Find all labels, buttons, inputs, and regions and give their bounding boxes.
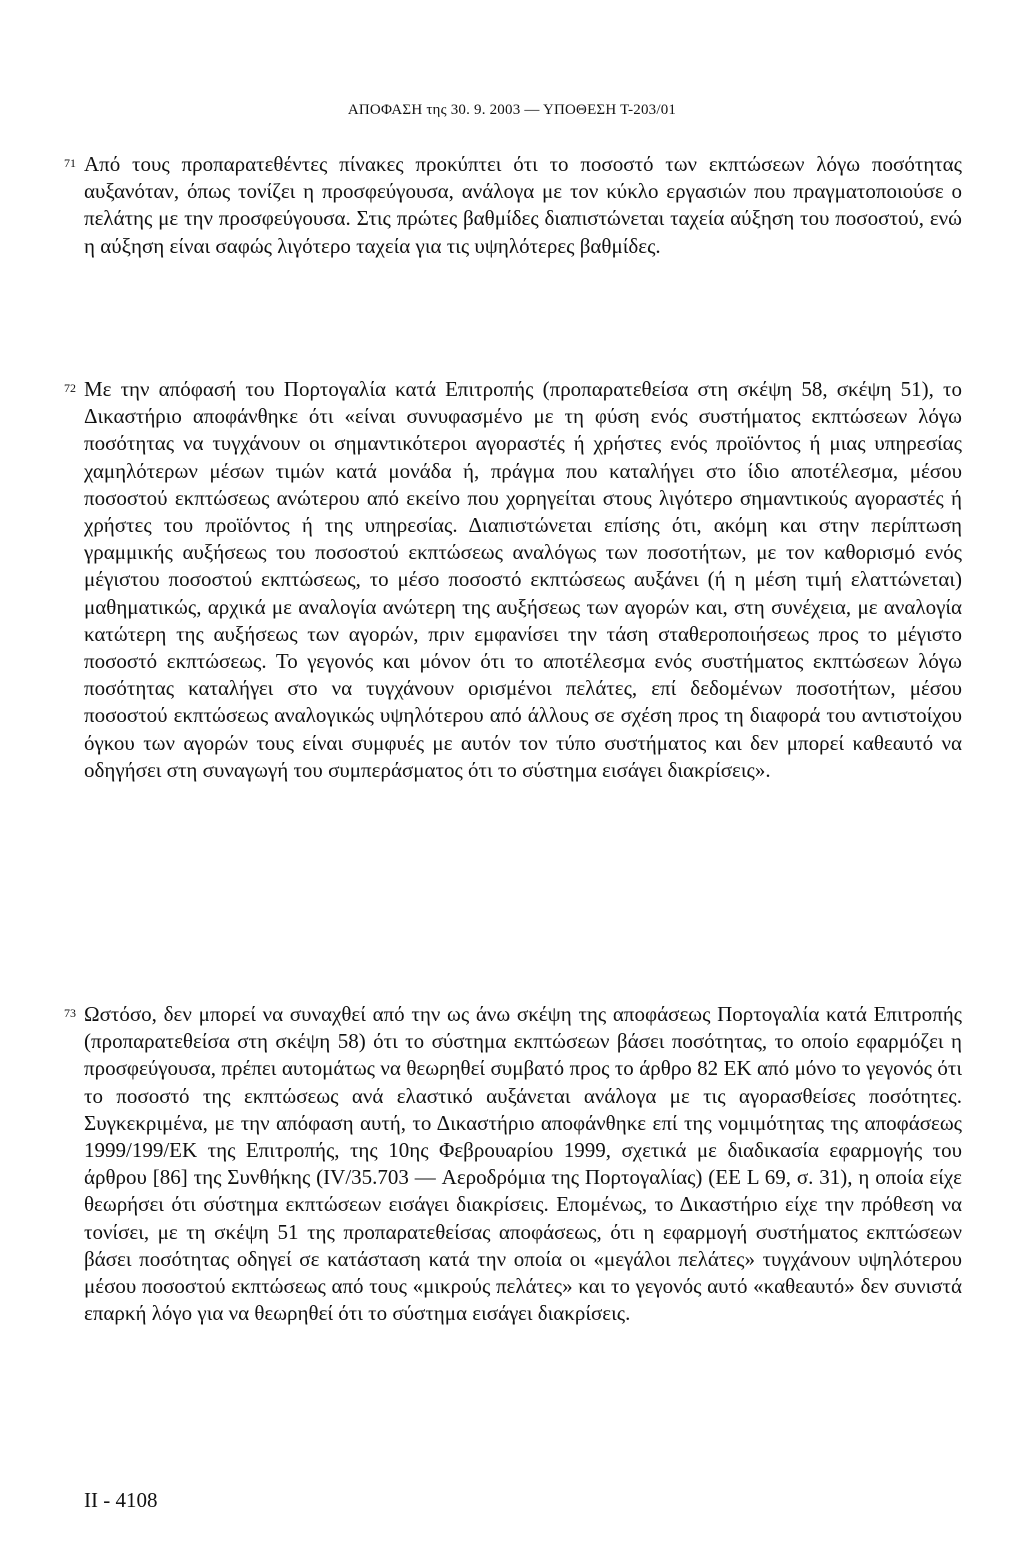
paragraph-text: Με την απόφασή του Πορτογαλία κατά Επιτροπής (προπαρατεθείσα στη σκέψη 58, σκέψη 51), το Δικαστήριο αποφάνθηκε ότι «είναι συνυφασμένο με τη φύση ενός συστήματος εκπτώσεων λόγω ποσότητας να τυγχάνουν οι σημαντικότεροι αγοραστές ή χρήστες ενός προϊόντος ή μιας υπηρεσίας χαμηλότερων μέσων τιμών κατά μονάδα ή, πράγμα που καταλήγει στο ίδιο αποτέλεσμα, μέσου ποσοστού εκπτώσεως ανώτερου από εκείνο που χορηγείται στους λιγότερο σημαντικούς αγοραστές ή χρήστες του προϊόντος ή της υπηρεσίας. Διαπιστώνεται επίσης ότι, ακόμη και στην περίπτωση γραμμικής αυξήσεως του ποσοστού εκπτώσεως αναλόγως των ποσοτήτων, με τον καθορισμό ενός μέγιστου ποσοστού εκπτώσεως, το μέσο ποσοστό εκπτώσεως αυξάνει (ή η μέση τιμή ελαττώνεται) μαθηματικώς, αρχικά με αναλογία ανώτερη της αυξήσεως των αγορών και, στη συνέχεια, με αναλογία κατώτερη της αυξήσεως των αγορών, πριν εμφανίσει την τάση σταθεροποιήσεως προς το μέγιστο ποσοστό εκπτώσεως. Το γεγονός και μόνον ότι το αποτέλεσμα ενός συστήματος εκπτώσεων λόγω ποσότητας καταλήγει στο να τυγχάνουν ορισμένοι πελάτες, επί δεδομένων ποσοτήτων, μέσου ποσοστού εκπτώσεως αναλογικώς υψηλότερου από άλλους σε σχέση προς τη διαφορά του αντιστοίχου όγκου των αγορών τους είναι συμφυές με αυτόν τον τύπο συστήματος και δεν μπορεί καθεαυτό να οδηγήσει στη συναγωγή του συμπεράσματος ότι το σύστημα εισάγει διακρίσεις». [84, 377, 962, 782]
paragraph-number: 72 [64, 381, 76, 395]
paragraph-text: Από τους προπαρατεθέντες πίνακες προκύπτει ότι το ποσοστό των εκπτώσεων λόγω ποσότητας αυξανόταν, όπως τονίζει η προσφεύγουσα, ανάλογα με τον κύκλο εργασιών που πραγματοποιούσε ο πελάτης με την προσφεύγουσα. Στις πρώτες βαθμίδες διαπιστώνεται ταχεία αύξηση του ποσοστού, ενώ η αύξηση είναι σαφώς λιγότερο ταχεία για τις υψηλότερες βαθμίδες. [84, 152, 962, 258]
page-number: II - 4108 [84, 1488, 158, 1512]
paragraph-number: 71 [64, 156, 76, 170]
running-header: ΑΠΟΦΑΣΗ της 30. 9. 2003 — ΥΠΟΘΕΣΗ Τ-203/01 [347, 102, 677, 118]
paragraph-number: 73 [64, 1006, 76, 1020]
paragraph-text: Ωστόσο, δεν μπορεί να συναχθεί από την ως άνω σκέψη της αποφάσεως Πορτογαλία κατά Επιτροπής (προπαρατεθείσα στη σκέψη 58) ότι το σύστημα εκπτώσεων βάσει ποσότητας, το οποίο εφαρμόζει η προσφεύγουσα, πρέπει αυτομάτως να θεωρηθεί συμβατό προς το άρθρο 82 ΕΚ από μόνο το γεγονός ότι το ποσοστό της εκπτώσεως ανά ελαστικό αυξάνεται ανάλογα με τις αγορασθείσες ποσότητες. Συγκεκριμένα, με την απόφαση αυτή, το Δικαστήριο αποφάνθηκε επί της νομιμότητας της αποφάσεως 1999/199/ΕΚ της Επιτροπής, της 10ης Φεβρουαρίου 1999, σχετικά με διαδικασία εφαρμογής του άρθρου [86] της Συνθήκης (IV/35.703 — Αεροδρόμια της Πορτογαλίας) (ΕΕ L 69, σ. 31), η οποία είχε θεωρήσει ότι σύστημα εκπτώσεων εισάγει διακρίσεις. Επομένως, το Δικαστήριο είχε την πρόθεση να τονίσει, με τη σκέψη 51 της προπαρατεθείσας αποφάσεως, ότι η εφαρμογή συστήματος εκπτώσεων βάσει ποσότητας οδηγεί σε κατάσταση κατά την οποία οι «μεγάλοι πελάτες» τυγχάνουν υψηλότερου μέσου ποσοστού εκπτώσεως από τους «μικρούς πελάτες» και το γεγονός αυτό «καθεαυτό» δεν συνιστά επαρκή λόγο για να θεωρηθεί ότι το σύστημα εισάγει διακρίσεις. [84, 1002, 962, 1326]
